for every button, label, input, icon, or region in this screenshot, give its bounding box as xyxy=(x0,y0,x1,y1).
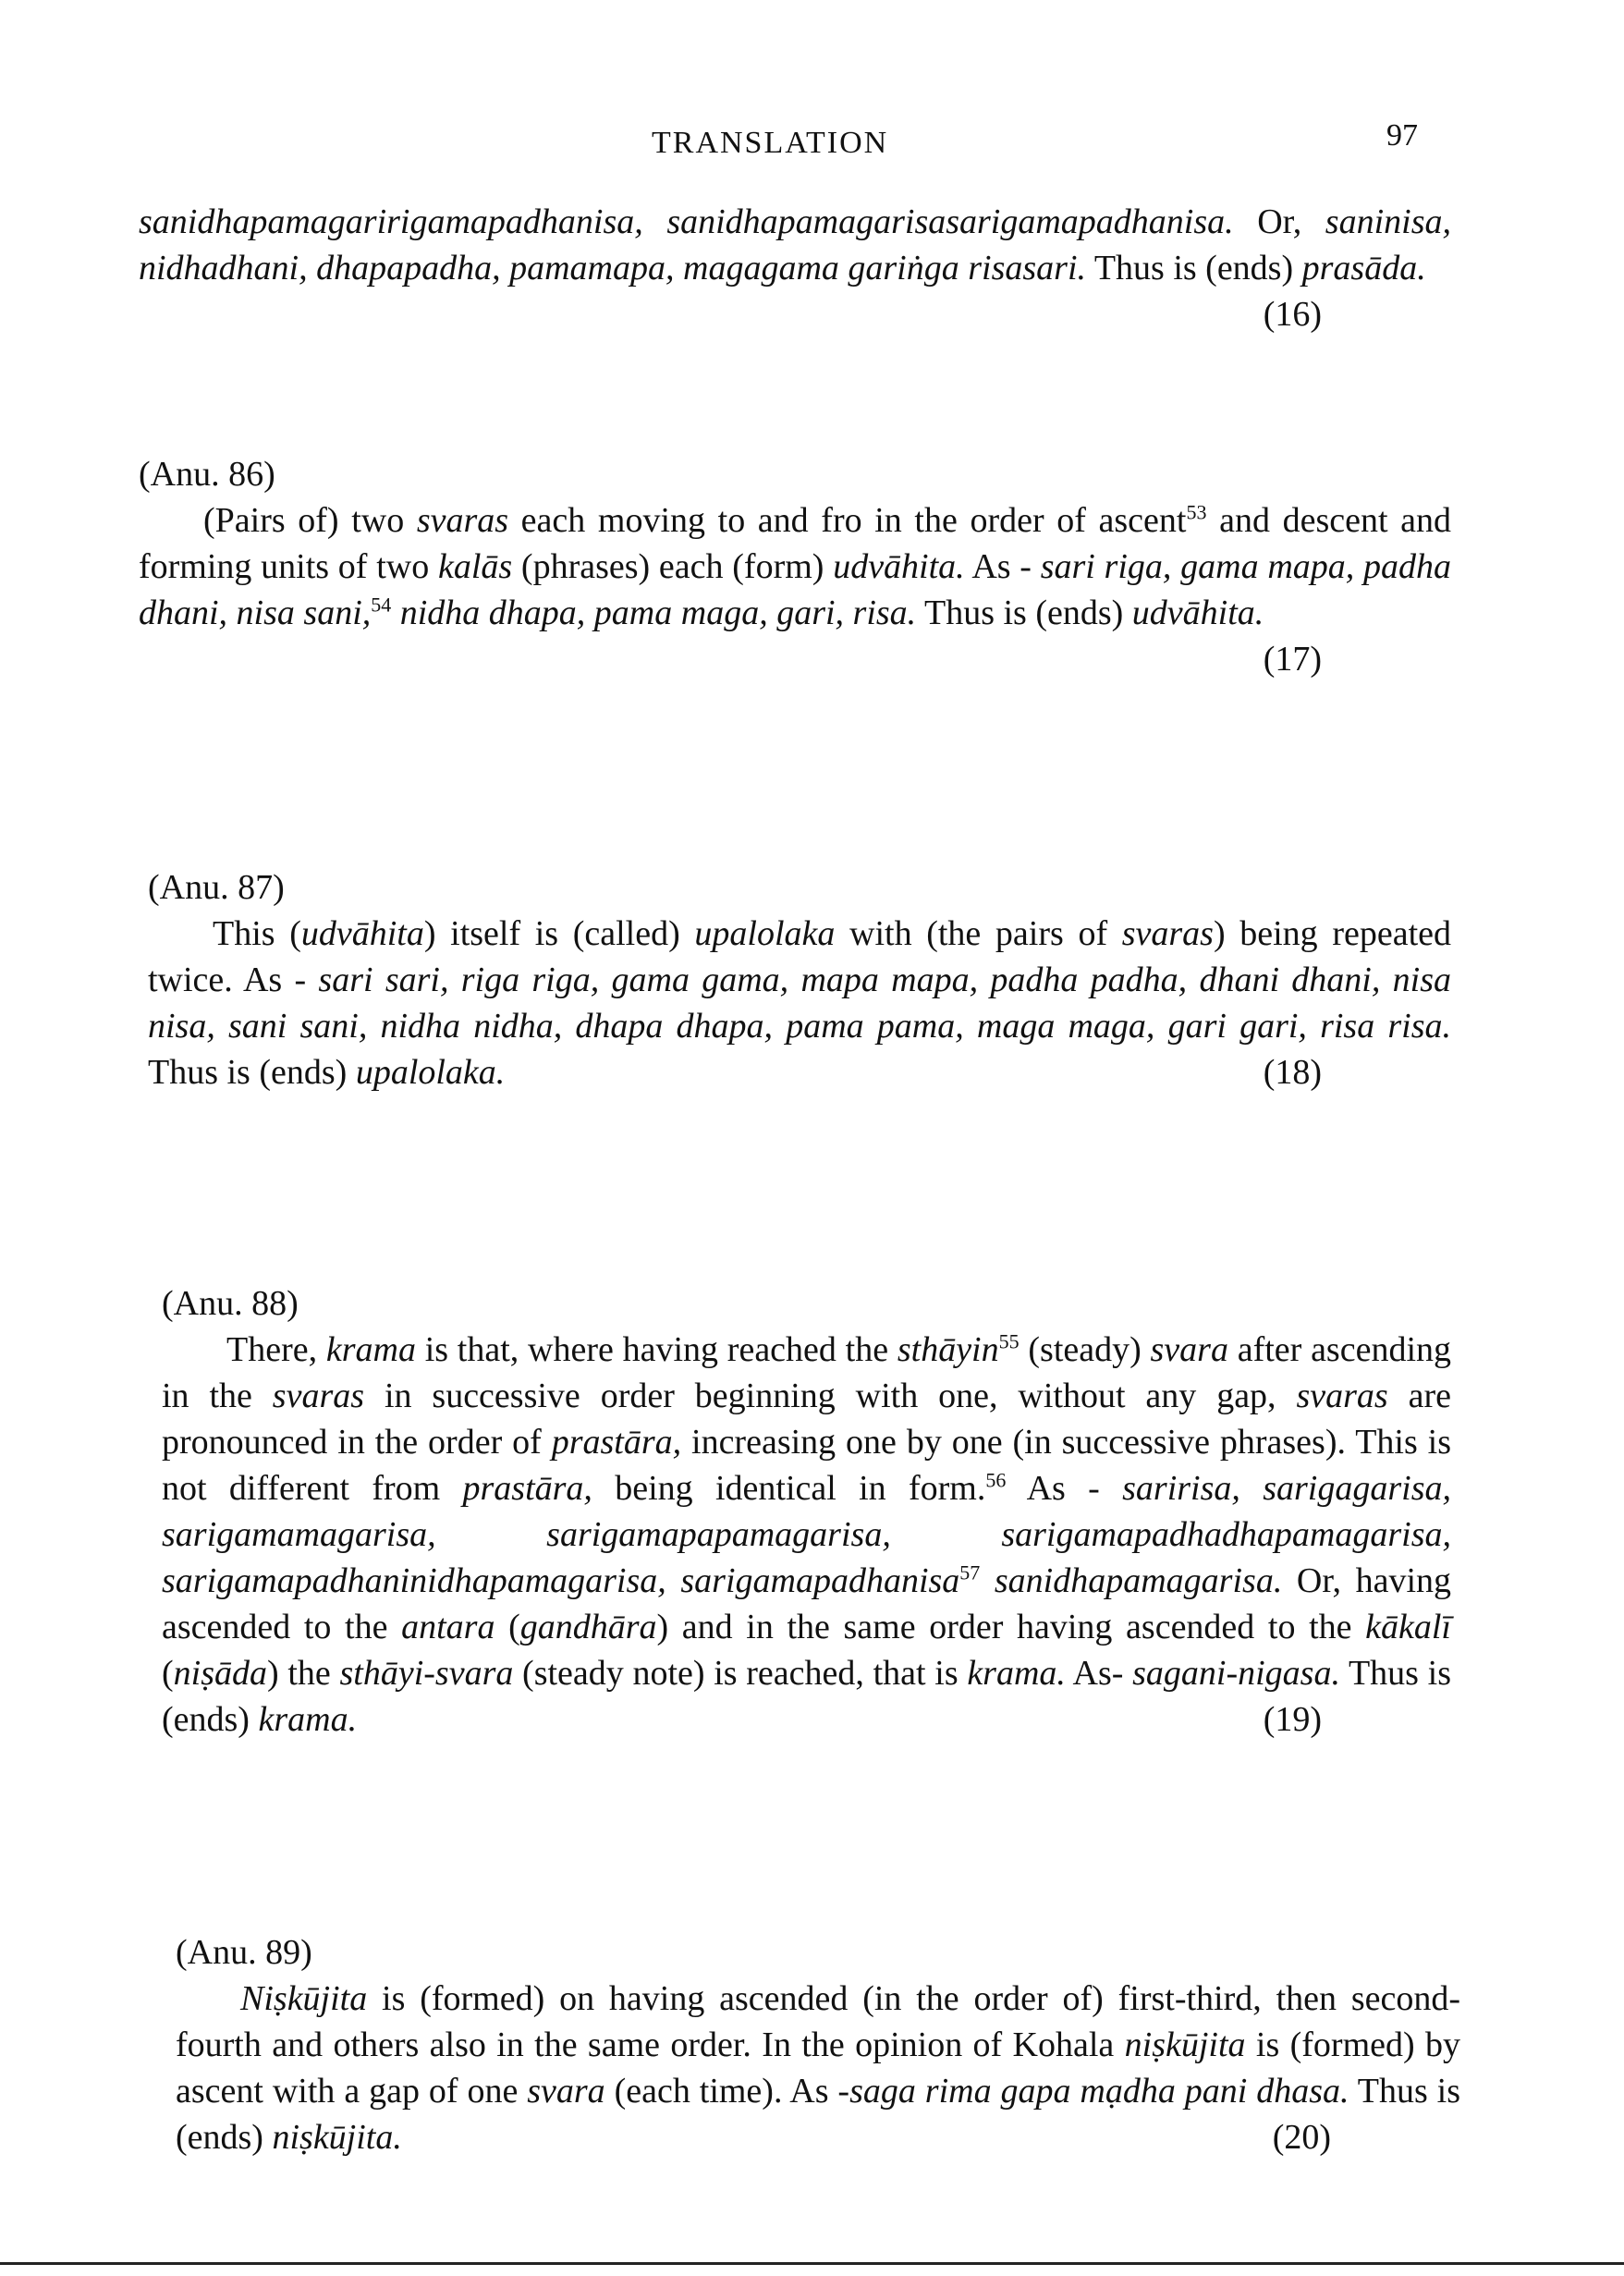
term: krama xyxy=(325,1330,416,1369)
body-text: ( xyxy=(162,1654,174,1693)
term: upalolaka. xyxy=(355,1053,506,1092)
body-text: ) and in the same order having ascended to the xyxy=(656,1608,1366,1646)
body-text: after ascending in the xyxy=(162,1330,1452,1415)
body-text: (phrases) each (form) xyxy=(512,547,834,586)
page-number: 97 xyxy=(1386,118,1418,153)
body-text: As - xyxy=(964,547,1041,586)
term: prastāra, xyxy=(551,1423,682,1462)
term: prastāra, xyxy=(462,1469,592,1508)
body-text: ) the xyxy=(267,1654,340,1693)
example-text: sari sari, riga riga, gama gama, mapa mapa, padha padha, dhani dhani, nisa nisa, sani sani, nidha nidha, dhapa dhapa, pama pama, maga maga, gari gari, risa risa. xyxy=(148,961,1451,1046)
term: antara xyxy=(401,1608,495,1646)
anu-label: (Anu. 87) xyxy=(148,868,285,907)
verse-number: (18) xyxy=(1263,1053,1322,1092)
footnote-ref: 56 xyxy=(985,1468,1007,1492)
body-text: being identical in form. xyxy=(592,1469,986,1508)
anu-label: (Anu. 89) xyxy=(176,1933,312,1972)
term: svaras xyxy=(1296,1377,1388,1415)
example-text: saninisa, nidhadhani, dhapapadha, pamamapa, magagama gariṅga risasari. xyxy=(139,202,1451,288)
verse-number: (20) xyxy=(1272,2118,1331,2157)
body-text: Thus is (ends) xyxy=(148,1053,356,1092)
example-text: sanidhapamagaririgamapadhanisa, xyxy=(139,202,667,241)
body-text: As- xyxy=(1065,1654,1133,1693)
running-title: TRANSLATION xyxy=(652,126,889,160)
body-text: There, xyxy=(226,1330,326,1369)
running-header xyxy=(0,118,1624,174)
body-text: with (the pairs of xyxy=(835,914,1122,953)
footnote-ref: 55 xyxy=(998,1329,1020,1353)
example-text: sanidhapamagarisa. xyxy=(980,1561,1283,1600)
section-16 xyxy=(139,199,1451,337)
term: kākalī xyxy=(1365,1608,1451,1646)
term: niṣkūjita. xyxy=(272,2118,402,2157)
verse-number: (16) xyxy=(1263,295,1322,334)
term: krama. xyxy=(258,1700,358,1739)
term: upalolaka xyxy=(694,914,836,953)
anu-label: (Anu. 86) xyxy=(139,455,275,494)
term: svara xyxy=(1150,1330,1228,1369)
section-17 xyxy=(139,451,1451,682)
term: svaras xyxy=(272,1377,365,1415)
body-text: Thus is (ends) xyxy=(176,2072,1460,2157)
body-text: is that, where having reached the xyxy=(415,1330,897,1369)
body-text: ) itself is (called) xyxy=(423,914,695,953)
body-text: Or, having ascended to the xyxy=(162,1561,1451,1646)
example-text: nidha dhapa, pama maga, gari, risa. xyxy=(391,593,917,632)
example-text: sanidhapamagarisasarigamapadhanisa. xyxy=(666,202,1234,241)
term: niṣāda xyxy=(173,1654,268,1693)
section-20 xyxy=(176,1929,1460,2160)
body-text: ( xyxy=(495,1608,520,1646)
term: sthāyi-svara xyxy=(339,1654,514,1693)
section-19 xyxy=(162,1280,1451,1743)
example-text: sagani-nigasa. xyxy=(1132,1654,1340,1693)
section-20-text xyxy=(176,1976,1460,2160)
body-text: and descent and forming units of two xyxy=(139,501,1452,586)
footnote-ref: 54 xyxy=(371,593,392,617)
term: prasāda. xyxy=(1301,249,1426,288)
example-text: sari riga, gama mapa, padha dhani, nisa sani, xyxy=(139,547,1452,632)
body-text: Thus is (ends) xyxy=(1086,249,1302,288)
body-text: increasing one by one (in successive phrases). This is not different from xyxy=(162,1423,1451,1508)
example-text: saga rima gapa mạdha pani dhasa. xyxy=(849,2072,1349,2111)
term: udvāhita xyxy=(300,914,424,953)
body-text: Thus is (ends) xyxy=(916,593,1132,632)
body-text: is (formed) by ascent with a gap of one xyxy=(176,2025,1460,2111)
example-text: saririsa, sarigagarisa, sarigamamagarisa, sarigamapapamagarisa, sarigamapadhadhapamagarisa, sarigamapadhaninidhapamagarisa, sarigamapadhanisa xyxy=(162,1469,1451,1600)
term: kalās xyxy=(437,547,513,586)
body-text: ) being repeated twice. As - xyxy=(148,914,1451,999)
term: niṣkūjita xyxy=(1124,2025,1246,2064)
page-bottom-rule xyxy=(0,2262,1624,2265)
body-text: Or, xyxy=(1233,202,1325,241)
term: sthāyin xyxy=(897,1330,999,1369)
term: udvāhita. xyxy=(1131,593,1264,632)
footnote-ref: 53 xyxy=(1186,500,1207,524)
verse-number: (17) xyxy=(1263,640,1322,679)
term: gandhāra xyxy=(519,1608,657,1646)
anu-label: (Anu. 88) xyxy=(162,1284,299,1323)
section-18-text xyxy=(148,911,1451,1095)
term: svaras xyxy=(416,501,509,540)
body-text: Thus is (ends) xyxy=(162,1654,1451,1739)
verse-number: (19) xyxy=(1263,1700,1322,1739)
section-17-text xyxy=(139,497,1452,679)
body-text: (Pairs of) two xyxy=(203,501,417,540)
body-text: is (formed) on having ascended (in the order of) first-third, then second-fourth and others also in the same order. In the opinion of Kohala xyxy=(176,1979,1460,2064)
body-text: (steady) xyxy=(1019,1330,1151,1369)
body-text: each moving to and fro in the order of ascent xyxy=(508,501,1187,540)
section-16-text xyxy=(139,199,1451,334)
body-text: (steady note) is reached, that is xyxy=(513,1654,968,1693)
term: udvāhita. xyxy=(833,547,965,586)
body-text: are pronounced in the order of xyxy=(162,1377,1451,1462)
term: Niṣkūjita xyxy=(240,1979,368,2018)
body-text: As - xyxy=(1006,1469,1123,1508)
body-text: in successive order beginning with one, without any gap, xyxy=(364,1377,1297,1415)
section-18 xyxy=(148,864,1451,1095)
term: svara xyxy=(527,2072,605,2111)
body-text: (each time). As - xyxy=(604,2072,850,2111)
section-19-text xyxy=(162,1327,1451,1743)
term: svaras xyxy=(1121,914,1214,953)
term: krama. xyxy=(967,1654,1066,1693)
body-text: This ( xyxy=(213,914,301,953)
footnote-ref: 57 xyxy=(959,1560,981,1585)
